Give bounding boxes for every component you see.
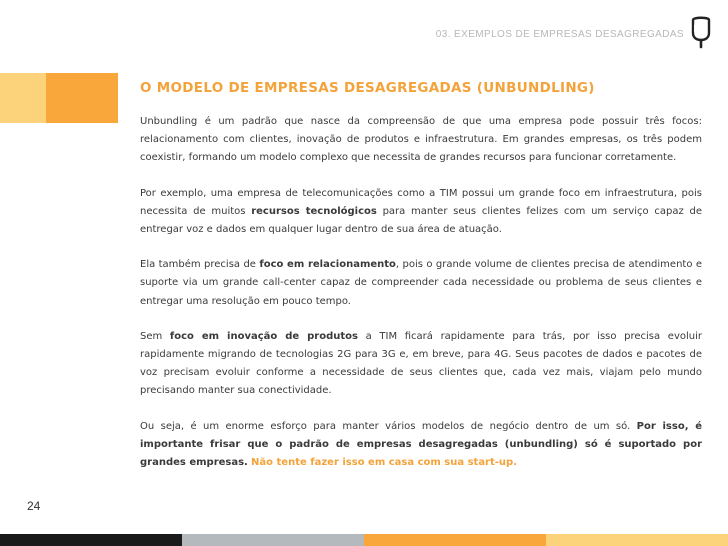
paragraph-text: Por exemplo, uma empresa de telecomunicações como a TIM possui um grande foco em infraestrutura, pois necessita de muitos bbox=[140, 187, 702, 217]
decorative-block-dark bbox=[46, 73, 118, 123]
paragraph-intro bbox=[140, 113, 702, 168]
paragraph-example bbox=[140, 185, 702, 240]
paragraph-text: Ela também precisa de bbox=[140, 259, 260, 271]
page-number: 24 bbox=[27, 499, 41, 513]
footer-bar-segment bbox=[182, 534, 364, 546]
warning-text: Não tente fazer isso em casa com sua start-up. bbox=[251, 457, 517, 469]
lightbulb-icon bbox=[688, 16, 714, 50]
decorative-block-light bbox=[0, 73, 46, 123]
footer-bar-segment bbox=[546, 534, 728, 546]
paragraph-text: Ou seja, é um enorme esforço para manter vários modelos de negócio dentro de um só. bbox=[140, 420, 637, 432]
body-text bbox=[140, 113, 702, 489]
paragraph-text: Unbundling é um padrão que nasce da compreensão de que uma empresa pode possuir três focos: relacionamento com clientes, inovação de produtos e infraestrutura. Em grandes empresas, os três podem coexistir, formando um modelo complexo que necessita de grandes recursos para funcionar corretamente. bbox=[140, 116, 702, 164]
page-title: O MODELO DE EMPRESAS DESAGREGADAS (UNBUNDLING) bbox=[140, 80, 595, 96]
footer-color-bar bbox=[0, 534, 728, 546]
paragraph-text: Sem bbox=[140, 330, 170, 342]
paragraph-text: a TIM ficará rapidamente para trás, por isso precisa evoluir rapidamente migrando de tecnologias 2G para 3G e, em breve, para 4G. Seus pacotes de dados e pacotes de voz precisam evoluir conforme a necessidade de seus clientes que, cada vez mais, viajam pelo mundo precisando manter sua conectividade. bbox=[140, 330, 702, 397]
paragraph-text: , pois o grande volume de clientes precisa de atendimento e suporte via um grande call-center capaz de compreender cada necessidade ou problema de seus clientes e entregar uma resolução em pouco tempo. bbox=[140, 259, 703, 307]
paragraph-text: para manter seus clientes felizes com um serviço capaz de entregar voz e dados em qualquer lugar dentro de sua área de atuação. bbox=[140, 205, 703, 236]
emphasis-text: Por isso, é importante frisar que o padrão de empresas desagregadas (unbundling) só é suportado por grandes empresas. bbox=[140, 420, 702, 469]
emphasis-text: recursos tecnológicos bbox=[251, 205, 377, 217]
paragraph-conclusion bbox=[140, 418, 702, 473]
section-label: 03. EXEMPLOS DE EMPRESAS DESAGREGADAS bbox=[435, 29, 684, 40]
paragraph-innovation bbox=[140, 328, 702, 401]
footer-bar-segment bbox=[364, 534, 546, 546]
emphasis-text: foco em inovação de produtos bbox=[169, 330, 358, 342]
footer-bar-segment bbox=[0, 534, 182, 546]
paragraph-relationship bbox=[140, 256, 702, 311]
emphasis-text: foco em relacionamento bbox=[259, 259, 396, 271]
